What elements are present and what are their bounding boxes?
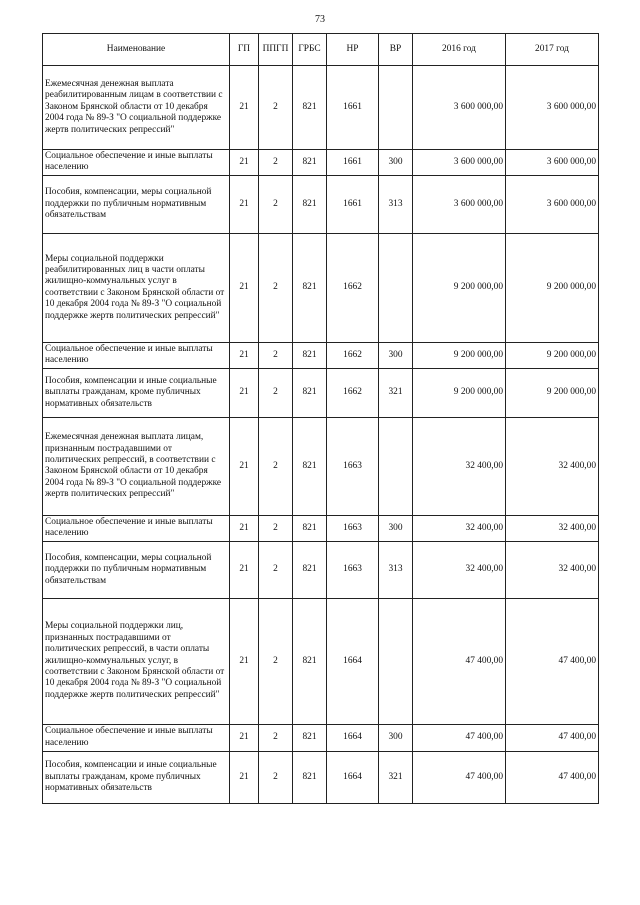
row-gp: 21 bbox=[230, 417, 259, 515]
row-2017: 32 400,00 bbox=[506, 417, 599, 515]
row-2016: 3 600 000,00 bbox=[413, 150, 506, 176]
row-ppgp: 2 bbox=[259, 66, 293, 150]
row-grbs: 821 bbox=[293, 598, 327, 724]
row-grbs: 821 bbox=[293, 417, 327, 515]
row-ppgp: 2 bbox=[259, 233, 293, 342]
header-gp: ГП bbox=[230, 34, 259, 66]
row-gp: 21 bbox=[230, 342, 259, 368]
row-name: Социальное обеспечение и иные выплаты населению bbox=[43, 515, 230, 541]
row-vr: 300 bbox=[379, 342, 413, 368]
row-vr bbox=[379, 233, 413, 342]
row-vr: 321 bbox=[379, 751, 413, 803]
row-name: Социальное обеспечение и иные выплаты населению bbox=[43, 150, 230, 176]
row-2017: 47 400,00 bbox=[506, 724, 599, 751]
row-grbs: 821 bbox=[293, 724, 327, 751]
budget-table bbox=[42, 33, 599, 804]
row-gp: 21 bbox=[230, 598, 259, 724]
row-gp: 21 bbox=[230, 368, 259, 417]
row-name: Социальное обеспечение и иные выплаты населению bbox=[43, 342, 230, 368]
row-nr: 1661 bbox=[327, 175, 379, 233]
row-grbs: 821 bbox=[293, 175, 327, 233]
row-2016: 47 400,00 bbox=[413, 724, 506, 751]
row-nr: 1664 bbox=[327, 598, 379, 724]
table-row bbox=[43, 515, 599, 541]
row-name: Социальное обеспечение и иные выплаты населению bbox=[43, 724, 230, 751]
row-gp: 21 bbox=[230, 724, 259, 751]
row-name: Пособия, компенсации, меры социальной поддержки по публичным нормативным обязательствам bbox=[43, 175, 230, 233]
row-ppgp: 2 bbox=[259, 598, 293, 724]
row-2017: 47 400,00 bbox=[506, 751, 599, 803]
row-name: Пособия, компенсации и иные социальные выплаты гражданам, кроме публичных нормативных обязательств bbox=[43, 751, 230, 803]
table-row bbox=[43, 233, 599, 342]
row-gp: 21 bbox=[230, 751, 259, 803]
row-nr: 1661 bbox=[327, 66, 379, 150]
row-vr: 300 bbox=[379, 515, 413, 541]
row-vr bbox=[379, 598, 413, 724]
row-vr bbox=[379, 417, 413, 515]
row-2016: 3 600 000,00 bbox=[413, 175, 506, 233]
row-gp: 21 bbox=[230, 175, 259, 233]
row-grbs: 821 bbox=[293, 541, 327, 598]
row-vr: 300 bbox=[379, 150, 413, 176]
row-ppgp: 2 bbox=[259, 150, 293, 176]
row-2016: 32 400,00 bbox=[413, 541, 506, 598]
row-grbs: 821 bbox=[293, 233, 327, 342]
header-2017: 2017 год bbox=[506, 34, 599, 66]
row-ppgp: 2 bbox=[259, 751, 293, 803]
row-grbs: 821 bbox=[293, 150, 327, 176]
header-nr: НР bbox=[327, 34, 379, 66]
row-gp: 21 bbox=[230, 541, 259, 598]
row-name: Пособия, компенсации, меры социальной поддержки по публичным нормативным обязательствам bbox=[43, 541, 230, 598]
table-row bbox=[43, 368, 599, 417]
row-2017: 32 400,00 bbox=[506, 541, 599, 598]
row-2017: 9 200 000,00 bbox=[506, 342, 599, 368]
row-nr: 1662 bbox=[327, 342, 379, 368]
row-2016: 9 200 000,00 bbox=[413, 233, 506, 342]
row-vr: 321 bbox=[379, 368, 413, 417]
row-grbs: 821 bbox=[293, 342, 327, 368]
row-2017: 32 400,00 bbox=[506, 515, 599, 541]
table-row bbox=[43, 541, 599, 598]
table-row bbox=[43, 417, 599, 515]
row-2017: 3 600 000,00 bbox=[506, 175, 599, 233]
row-ppgp: 2 bbox=[259, 417, 293, 515]
header-vr: ВР bbox=[379, 34, 413, 66]
row-2017: 3 600 000,00 bbox=[506, 150, 599, 176]
table-row bbox=[43, 66, 599, 150]
row-2017: 9 200 000,00 bbox=[506, 233, 599, 342]
header-grbs: ГРБС bbox=[293, 34, 327, 66]
row-2016: 32 400,00 bbox=[413, 417, 506, 515]
row-nr: 1663 bbox=[327, 417, 379, 515]
row-ppgp: 2 bbox=[259, 175, 293, 233]
row-ppgp: 2 bbox=[259, 342, 293, 368]
row-ppgp: 2 bbox=[259, 515, 293, 541]
row-2016: 9 200 000,00 bbox=[413, 342, 506, 368]
row-vr: 313 bbox=[379, 175, 413, 233]
row-ppgp: 2 bbox=[259, 541, 293, 598]
table-row bbox=[43, 150, 599, 176]
row-2016: 9 200 000,00 bbox=[413, 368, 506, 417]
header-name: Наименование bbox=[43, 34, 230, 66]
row-2017: 9 200 000,00 bbox=[506, 368, 599, 417]
table-header-row bbox=[43, 34, 599, 66]
row-ppgp: 2 bbox=[259, 724, 293, 751]
row-gp: 21 bbox=[230, 150, 259, 176]
row-nr: 1663 bbox=[327, 541, 379, 598]
row-nr: 1663 bbox=[327, 515, 379, 541]
table-row bbox=[43, 175, 599, 233]
row-2016: 32 400,00 bbox=[413, 515, 506, 541]
row-nr: 1664 bbox=[327, 724, 379, 751]
row-name: Ежемесячная денежная выплата реабилитированным лицам в соответствии с Законом Брянской области от 10 декабря 2004 года № 89-З "О социальной поддержке жертв политических репрессий" bbox=[43, 66, 230, 150]
row-nr: 1661 bbox=[327, 150, 379, 176]
row-vr bbox=[379, 66, 413, 150]
row-2016: 3 600 000,00 bbox=[413, 66, 506, 150]
row-2017: 47 400,00 bbox=[506, 598, 599, 724]
row-gp: 21 bbox=[230, 233, 259, 342]
row-nr: 1662 bbox=[327, 368, 379, 417]
row-2016: 47 400,00 bbox=[413, 751, 506, 803]
row-2017: 3 600 000,00 bbox=[506, 66, 599, 150]
table-row bbox=[43, 342, 599, 368]
table-row bbox=[43, 598, 599, 724]
page-number: 73 bbox=[315, 14, 325, 25]
table-row bbox=[43, 751, 599, 803]
row-2016: 47 400,00 bbox=[413, 598, 506, 724]
row-grbs: 821 bbox=[293, 368, 327, 417]
row-gp: 21 bbox=[230, 66, 259, 150]
row-grbs: 821 bbox=[293, 515, 327, 541]
table-row bbox=[43, 724, 599, 751]
row-name: Пособия, компенсации и иные социальные выплаты гражданам, кроме публичных нормативных обязательств bbox=[43, 368, 230, 417]
row-grbs: 821 bbox=[293, 751, 327, 803]
header-ppgp: ППГП bbox=[259, 34, 293, 66]
row-name: Ежемесячная денежная выплата лицам, признанным пострадавшими от политических репрессий, в соответствии с Законом Брянской области от 10 декабря 2004 года № 89-З "О социальной поддержке жертв политических репрессий" bbox=[43, 417, 230, 515]
row-gp: 21 bbox=[230, 515, 259, 541]
header-2016: 2016 год bbox=[413, 34, 506, 66]
row-nr: 1664 bbox=[327, 751, 379, 803]
row-name: Меры социальной поддержки реабилитированных лиц в части оплаты жилищно-коммунальных услуг в соответствии с Законом Брянской области от 10 декабря 2004 года № 89-З "О социальной поддержке жертв политических репрессий" bbox=[43, 233, 230, 342]
row-vr: 313 bbox=[379, 541, 413, 598]
row-vr: 300 bbox=[379, 724, 413, 751]
row-grbs: 821 bbox=[293, 66, 327, 150]
row-nr: 1662 bbox=[327, 233, 379, 342]
row-ppgp: 2 bbox=[259, 368, 293, 417]
row-name: Меры социальной поддержки лиц, признанных пострадавшими от политических репрессий, в части оплаты жилищно-коммунальных услуг, в соответствии с Законом Брянской области от 10 декабря 2004 года № 89-З "О социальной поддержке жертв политических репрессий" bbox=[43, 598, 230, 724]
